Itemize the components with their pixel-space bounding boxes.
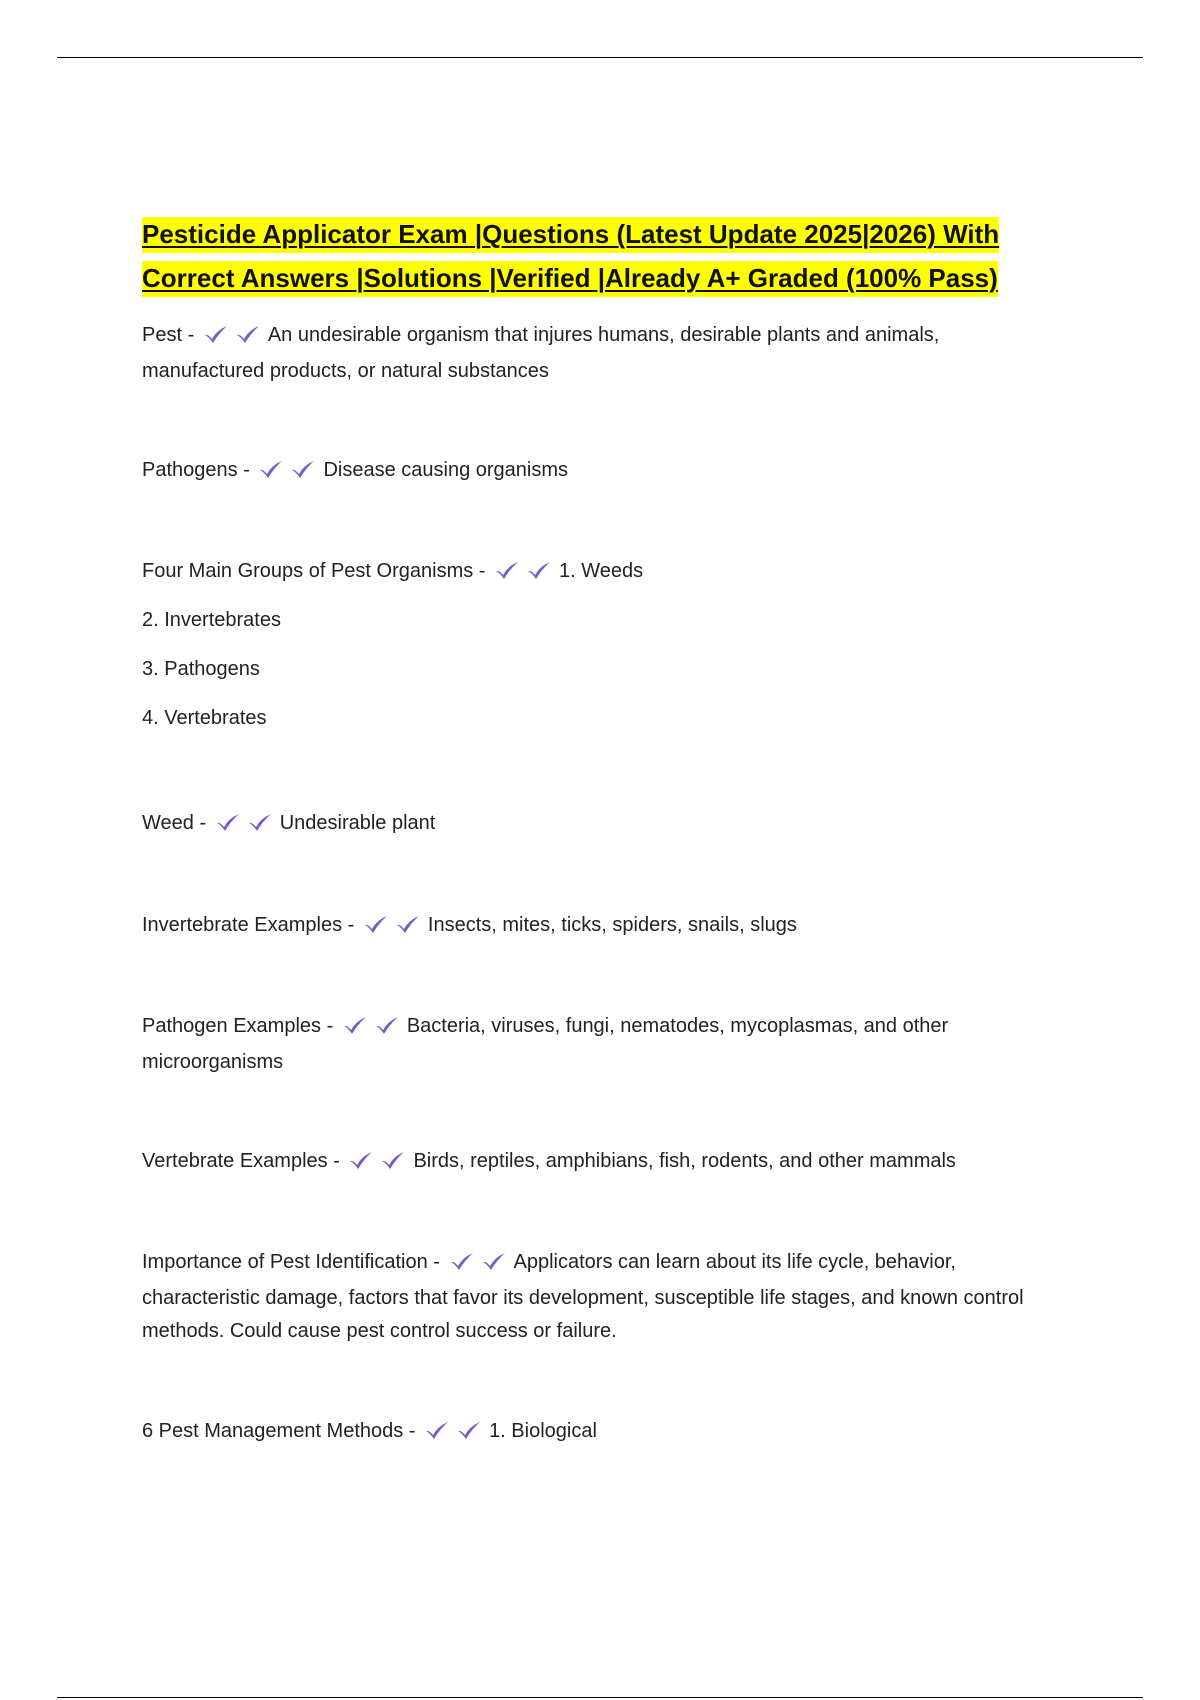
qa-entry — [142, 1010, 1042, 1079]
entry-answer: Birds, reptiles, amphibians, fish, rodents, and other mammals — [413, 1150, 956, 1172]
answer-list-item: 4. Vertebrates — [142, 707, 267, 729]
entry-answer: 1. Biological — [489, 1420, 597, 1442]
qa-entry — [142, 1415, 1042, 1451]
term-separator: - — [187, 324, 195, 346]
term-separator: - — [199, 812, 207, 834]
qa-entry — [142, 1145, 1042, 1181]
double-check-icon — [493, 558, 557, 591]
entry-answer: Undesirable plant — [279, 812, 436, 834]
answer-list-item: 2. Invertebrates — [142, 609, 281, 631]
double-check-icon — [214, 810, 278, 843]
bottom-rule — [57, 1697, 1143, 1698]
entry-answer: Applicators can learn about its life cycle, behavior, characteristic damage, factors that favor its development, susceptible life stages, and known control methods. Could cause pest control success or failure. — [142, 1251, 1024, 1342]
qa-entry — [142, 555, 1042, 591]
entry-term: 6 Pest Management Methods — [142, 1420, 404, 1442]
check-icon — [214, 812, 242, 832]
term-separator: - — [478, 560, 486, 582]
check-icon — [480, 1251, 508, 1271]
document-title — [142, 212, 1082, 300]
check-icon — [394, 914, 422, 934]
double-check-icon — [362, 912, 426, 945]
qa-entry — [142, 909, 1042, 945]
double-check-icon — [341, 1013, 405, 1046]
term-separator: - — [333, 1150, 340, 1172]
check-icon — [493, 560, 521, 580]
check-icon — [257, 459, 285, 479]
check-icon — [289, 459, 317, 479]
entry-answer: Insects, mites, ticks, spiders, snails, slugs — [427, 914, 797, 936]
check-icon — [202, 324, 230, 344]
double-check-icon — [347, 1148, 411, 1181]
term-separator: - — [433, 1251, 440, 1273]
double-check-icon — [257, 457, 321, 490]
check-icon — [455, 1420, 483, 1440]
entry-term: Four Main Groups of Pest Organisms — [142, 560, 474, 582]
entry-term: Importance of Pest Identification — [142, 1251, 428, 1273]
answer-list-item: 3. Pathogens — [142, 658, 260, 680]
check-icon — [234, 324, 262, 344]
entry-term: Weed — [142, 812, 194, 834]
double-check-icon — [202, 322, 266, 355]
entry-term: Pathogens — [142, 459, 238, 481]
qa-entry — [142, 807, 1042, 843]
term-separator: - — [408, 1420, 416, 1442]
term-separator: - — [326, 1015, 334, 1037]
entry-term: Invertebrate Examples — [142, 914, 343, 936]
title-highlight: Pesticide Applicator Exam |Questions (Latest Update 2025|2026) With Correct Answers |Solutions |Verified |Already A+ Graded (100% Pass) — [142, 217, 999, 297]
check-icon — [246, 812, 274, 832]
entry-term: Vertebrate Examples — [142, 1150, 328, 1172]
entry-term: Pest — [142, 324, 183, 346]
double-check-icon — [448, 1249, 512, 1282]
check-icon — [525, 560, 553, 580]
check-icon — [373, 1015, 401, 1035]
double-check-icon — [423, 1418, 487, 1451]
check-icon — [347, 1150, 375, 1170]
entry-term: Pathogen Examples — [142, 1015, 322, 1037]
entry-answer: Disease causing organisms — [323, 459, 568, 481]
entry-answer: An undesirable organism that injures humans, desirable plants and animals, manufactured products, or natural substances — [142, 324, 940, 382]
top-rule — [57, 57, 1143, 58]
entry-answer: 1. Weeds — [559, 560, 644, 582]
term-separator: - — [347, 914, 355, 936]
check-icon — [341, 1015, 369, 1035]
check-icon — [448, 1251, 476, 1271]
qa-entry — [142, 319, 1042, 388]
check-icon — [379, 1150, 407, 1170]
entry-answer: Bacteria, viruses, fungi, nematodes, mycoplasmas, and other microorganisms — [142, 1015, 949, 1073]
qa-entry — [142, 454, 1042, 490]
qa-entry — [142, 1246, 1042, 1348]
check-icon — [423, 1420, 451, 1440]
check-icon — [362, 914, 390, 934]
term-separator: - — [243, 459, 250, 481]
